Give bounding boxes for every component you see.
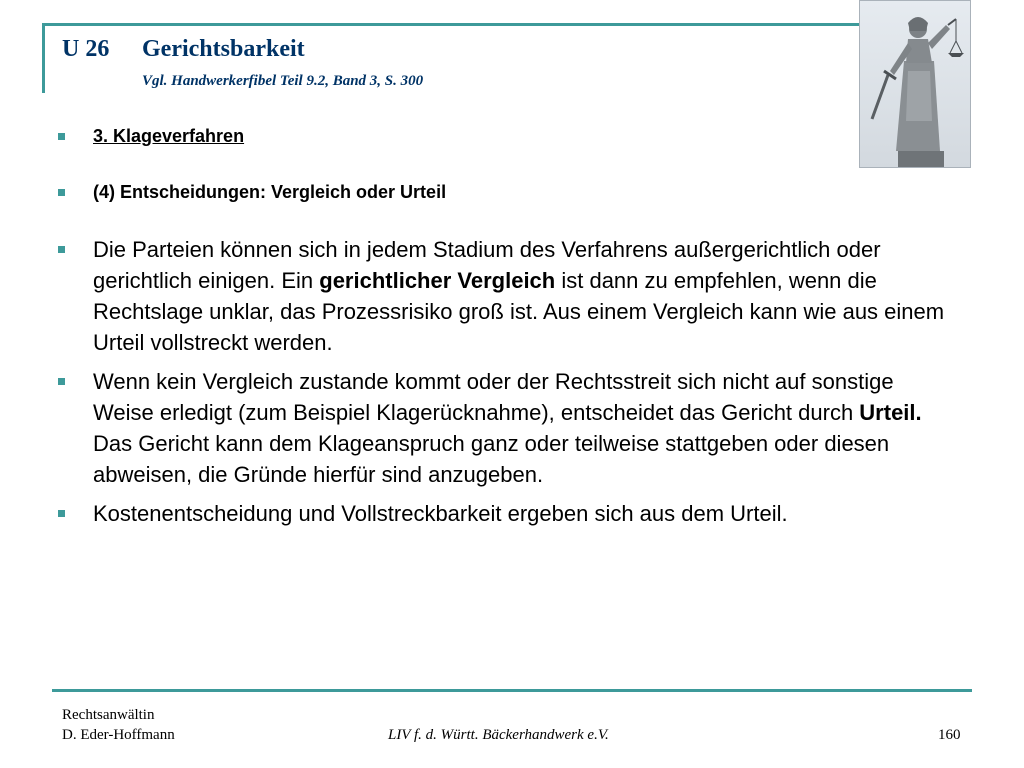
list-item [56,498,956,529]
footer-rule [52,689,972,692]
bullet-square-icon [58,378,65,385]
title-rule-vertical [42,23,45,93]
bullet-text: ist dann zu empfehlen, wenn die Rechtslage unklar, das Prozessrisiko groß ist. Aus einem Vergleich kann wie aus einem Urteil vollstreckt werden. [93,268,945,355]
list-item [56,234,956,358]
page-number: 160 [938,727,961,743]
slide-code: U 26 [62,36,110,62]
bullet-emphasis: Urteil. [859,400,922,425]
bullet-text: Das Gericht kann dem Klageanspruch ganz oder teilweise stattgeben oder diesen abweisen, die Gründe hierfür sind anzugeben. [93,431,890,487]
footer-organization: LIV f. d. Württ. Bäckerhandwerk e.V. [388,727,609,743]
footer-author-name: D. Eder-Hoffmann [62,727,175,743]
slide-subtitle: Vgl. Handwerkerfibel Teil 9.2, Band 3, S. 300 [142,73,424,89]
slide-header [62,36,423,90]
bullet-square-icon [58,246,65,253]
slide-content [56,124,956,529]
bullet-text: Kostenentscheidung und Vollstreckbarkeit ergeben sich aus dem Urteil. [93,501,788,526]
subsection-heading: (4) Entscheidungen: Vergleich oder Urteil [93,182,447,202]
list-item [56,180,956,204]
footer-author [62,705,175,745]
bullet-square-icon [58,510,65,517]
bullet-text: Wenn kein Vergleich zustande kommt oder der Rechtsstreit sich nicht auf sonstige Weise erledigt (zum Beispiel Klagerücknahme), entscheidet das Gericht durch [93,369,894,425]
slide-title-text: Gerichtsbarkeit [142,36,305,62]
list-item [56,366,956,490]
bullet-emphasis: gerichtlicher Vergleich [319,268,556,293]
slide-title [62,36,423,63]
footer-author-title: Rechtsanwältin [62,707,155,723]
bullet-square-icon [58,189,65,196]
section-heading: 3. Klageverfahren [93,126,245,146]
bullet-square-icon [58,133,65,140]
title-rule-horizontal [42,23,860,26]
list-item [56,124,956,148]
bullet-text: Die Parteien können sich in jedem Stadium des Verfahrens außergerichtlich oder gerichtlich einigen. Ein [93,237,881,293]
